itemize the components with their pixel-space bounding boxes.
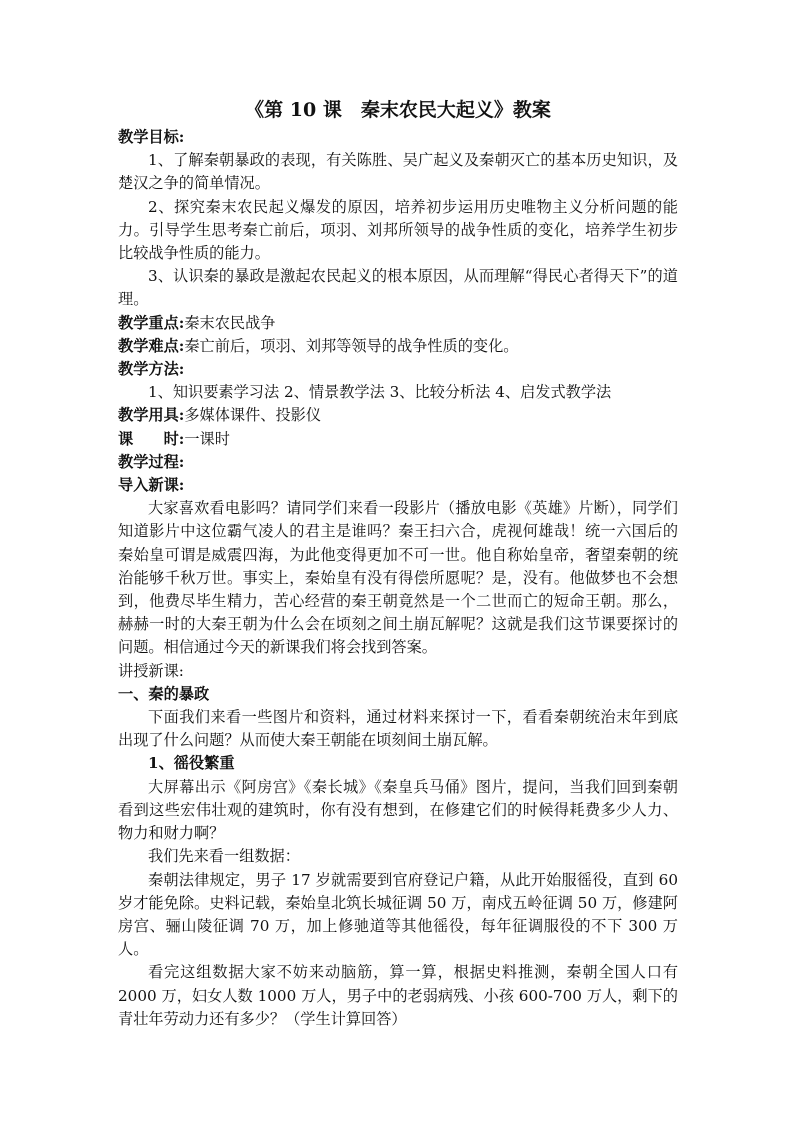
sub1-heading: 1、徭役繁重 [148, 754, 235, 773]
key-point-value: 秦末农民战争 [184, 313, 276, 332]
objective-1: 1、了解秦朝暴政的表现，有关陈胜、吴广起义及秦朝灭亡的基本历史知识，及楚汉之争的简单情况。 [118, 151, 678, 193]
sub1-paragraph-3: 秦朝法律规定，男子 17 岁就需要到官府登记户籍，从此开始服徭役，直到 60 岁才能免除。史料记载，秦始皇北筑长城征调 50 万，南戍五岭征调 50 万，修建阿房宫、骊山陵征调 70 万，加上修驰道等其他徭役，每年征调服役的不下 300 万人。 [118, 870, 678, 959]
section1-text: 下面我们来看一些图片和资料，通过材料来探讨一下，看看秦朝统治末年到底出现了什么问题？从而使大秦王朝能在顷刻间土崩瓦解。 [118, 708, 678, 750]
tools-value: 多媒体课件、投影仪 [184, 406, 322, 425]
duration-label: 课 时: [118, 429, 185, 448]
key-point-row [118, 312, 678, 335]
methods-label: 教学方法: [118, 360, 185, 379]
duration-row [118, 428, 678, 451]
page-title: 《第 10 课 秦末农民大起义》教案 [245, 99, 551, 121]
objective-3: 3、认识秦的暴政是激起农民起义的根本原因，从而理解“得民心者得天下”的道理。 [118, 267, 678, 309]
sub1-paragraph-2: 我们先来看一组数据： [148, 847, 300, 866]
difficulty-value: 秦亡前后，项羽、刘邦等领导的战争性质的变化。 [184, 336, 519, 355]
tools-label: 教学用具: [118, 406, 185, 425]
duration-value: 一课时 [184, 429, 230, 448]
new-lesson-label: 讲授新课: [118, 661, 184, 680]
sub1-paragraph-4: 看完这组数据大家不妨来动脑筋，算一算，根据史料推测，秦朝全国人口有 2000 万，妇女人数 1000 万人，男子中的老弱病残、小孩 600-700 万人，剩下的青壮年劳动力还有多少？（学生计算回答） [118, 963, 678, 1028]
objective-2: 2、探究秦末农民起义爆发的原因，培养初步运用历史唯物主义分析问题的能力。引导学生思考秦亡前后，项羽、刘邦所领导的战争性质的变化，培养学生初步比较战争性质的能力。 [118, 197, 678, 263]
difficulty-label: 教学难点: [118, 336, 185, 355]
section1-heading: 一、秦的暴政 [118, 684, 210, 703]
intro-heading: 导入新课: [118, 476, 185, 495]
sub1-paragraph-1: 大屏幕出示《阿房宫》《秦长城》《秦皇兵马俑》图片，提问，当我们回到秦朝看到这些宏伟壮观的建筑时，你有没有想到，在修建它们的时候得耗费多少人力、物力和财力啊？ [118, 777, 678, 843]
tools-row [118, 404, 678, 427]
lesson-plan-page [118, 96, 678, 1031]
difficulty-row [118, 335, 678, 358]
key-point-label: 教学重点: [118, 313, 185, 332]
objectives-heading: 教学目标: [118, 128, 185, 146]
intro-text: 大家喜欢看电影吗？请同学们来看一段影片（播放电影《英雄》片断），同学们知道影片中这位霸气凌人的君主是谁吗？秦王扫六合，虎视何雄哉！统一六国后的秦始皇可谓是威震四海，为此他变得更加不可一世。他自称始皇帝，奢望秦朝的统治能够千秋万世。事实上，秦始皇有没有得偿所愿呢？是，没有。他做梦也不会想到，他费尽毕生精力，苦心经营的秦王朝竟然是一个二世而亡的短命王朝。那么，赫赫一时的大秦王朝为什么会在顷刻之间土崩瓦解呢？这就是我们这节课要探讨的问题。相信通过今天的新课我们将会找到答案。 [118, 499, 678, 657]
methods-value: 1、知识要素学习法 2、情景教学法 3、比较分析法 4、启发式教学法 [148, 383, 612, 402]
process-label: 教学过程: [118, 452, 185, 471]
